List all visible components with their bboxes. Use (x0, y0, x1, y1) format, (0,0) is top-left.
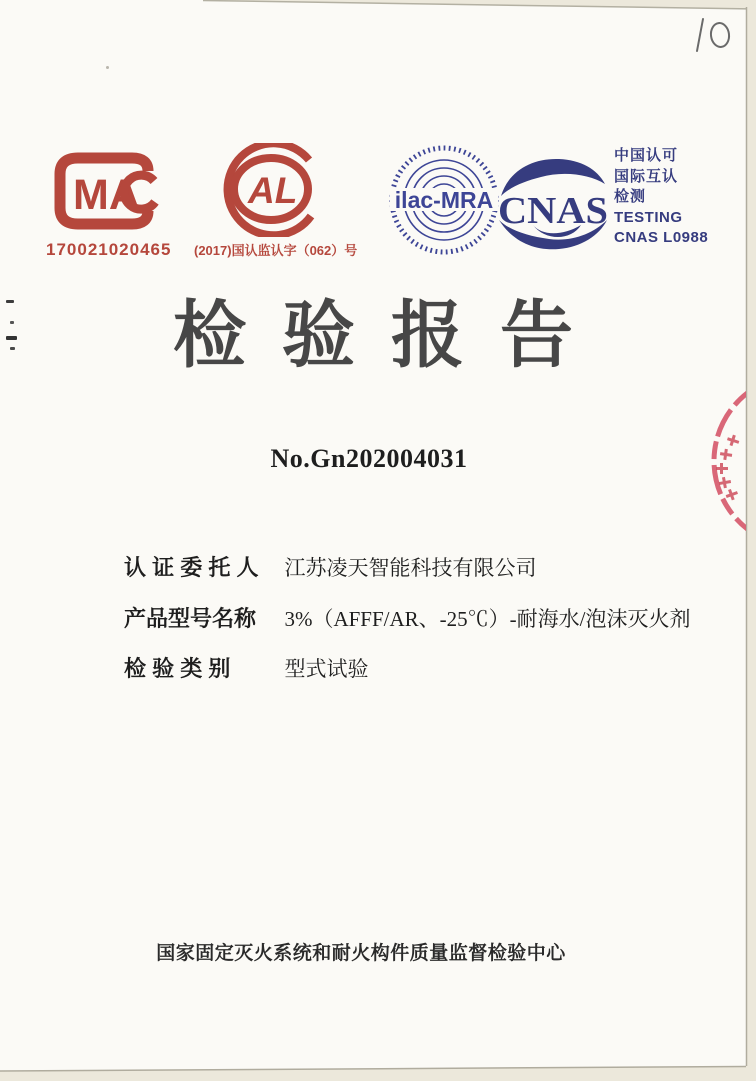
field-row-product-model (124, 602, 690, 633)
ilac-mra-label: ilac-MRA (394, 187, 494, 213)
cma-mark-block (46, 150, 170, 260)
cma-logo-icon (52, 150, 164, 232)
issuing-organization: 国家固定灭火系统和耐火构件质量监督检验中心 (156, 943, 566, 964)
red-seal-partial-icon (700, 391, 746, 531)
scan-artifact-speck (106, 66, 109, 69)
handwritten-page-number (692, 14, 738, 60)
cnas-info-line: 检测 (614, 188, 647, 205)
document-title: 检验报告 (173, 295, 609, 376)
field-value: 江苏凌天智能科技有限公司 (284, 556, 537, 580)
cma-letters: MA (73, 171, 140, 219)
cnas-info-line: 中国认可 (614, 147, 679, 164)
report-number: No.Gn202004031 (270, 444, 468, 473)
cal-logo-icon (221, 143, 325, 237)
cnas-info-block (614, 146, 708, 249)
cma-certificate-number: 170021020465 (46, 240, 172, 259)
field-value: 型式试验 (284, 657, 369, 681)
ilac-mra-logo-icon (388, 141, 500, 259)
scan-artifact-mark (6, 336, 17, 340)
scan-artifact-mark (6, 300, 14, 303)
field-label: 认 证 委 托 人 (124, 555, 259, 580)
cnas-mark-block (497, 153, 609, 256)
ilac-mra-block (388, 141, 500, 264)
field-row-inspection-type (124, 652, 368, 683)
field-label: 检 验 类 别 (124, 656, 231, 681)
field-row-applicant (124, 551, 536, 582)
cnas-info-line: 国际互认 (614, 167, 679, 185)
scan-artifact-mark (10, 347, 15, 350)
cnas-letters: CNAS (498, 190, 608, 232)
field-label: 产品型号名称 (124, 606, 257, 631)
cnas-logo-icon (497, 153, 609, 251)
cnas-info-line: CNAS L0988 (614, 229, 709, 246)
scan-artifact-mark (10, 321, 14, 324)
cal-letters: AL (248, 170, 298, 211)
cal-approval-number: (2017)国认监认字（062）号 (194, 243, 358, 258)
cnas-info-line: TESTING (614, 208, 683, 226)
cal-mark-block (194, 143, 358, 259)
field-value: 3%（AFFF/AR、-25℃）-耐海水/泡沫灭火剂 (284, 607, 691, 631)
